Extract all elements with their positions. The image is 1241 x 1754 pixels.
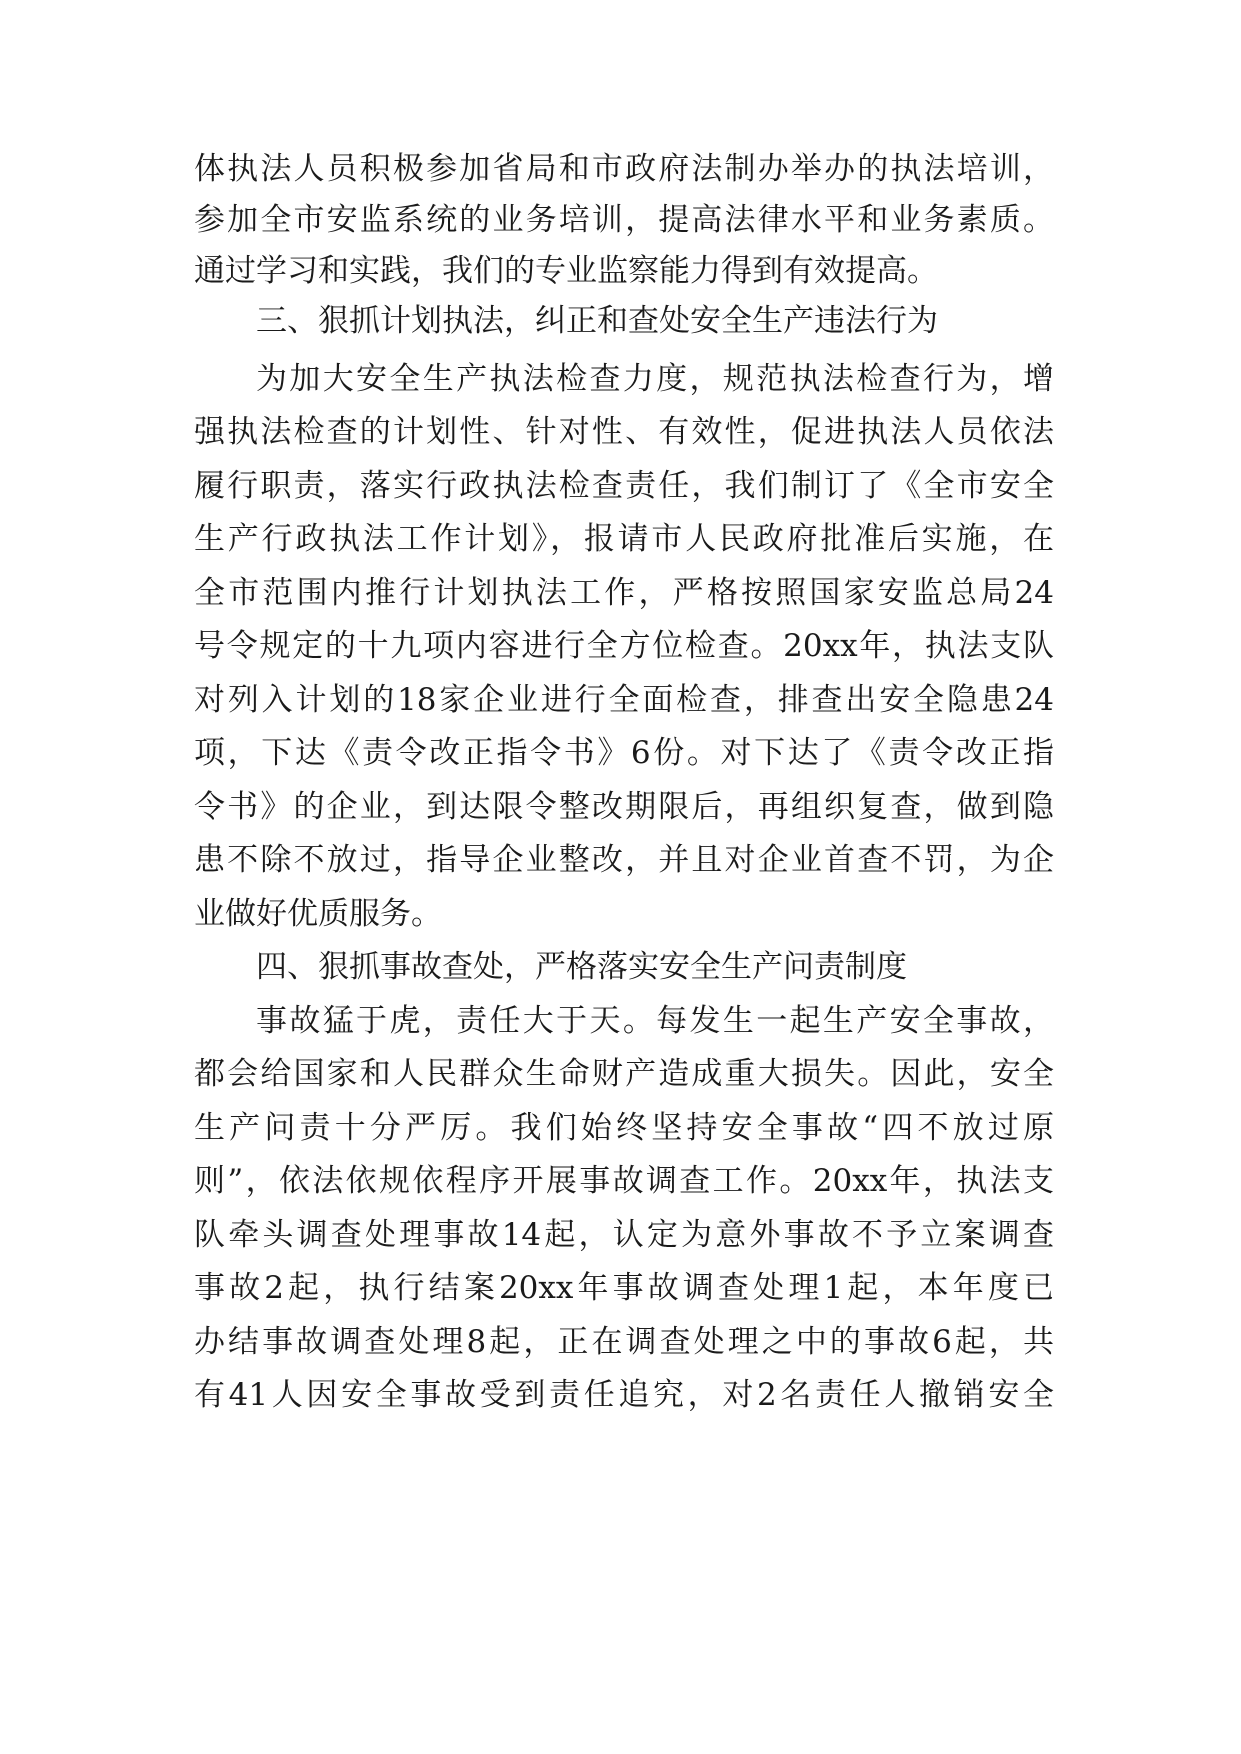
- body-text-line: 参加全市安监系统的业务培训，提高法律水平和业务素质。: [194, 202, 1054, 238]
- body-text-line: 患不除不放过，指导企业整改，并且对企业首查不罚，为企: [194, 842, 1054, 878]
- section-heading-4: 四、狠抓事故查处，严格落实安全生产问责制度: [256, 949, 907, 985]
- body-text-line: 履行职责，落实行政执法检查责任，我们制订了《全市安全: [194, 468, 1054, 504]
- body-text-line: 生产问责十分严厉。我们始终坚持安全事故“四不放过原: [194, 1110, 1054, 1146]
- body-text-line: 则”，依法依规依程序开展事故调查工作。20xx年，执法支: [194, 1163, 1054, 1199]
- body-text-line: 事故2起，执行结案20xx年事故调查处理1起，本年度已: [194, 1270, 1054, 1306]
- body-text-line: 通过学习和实践，我们的专业监察能力得到有效提高。: [194, 253, 938, 289]
- body-text-line: 生产行政执法工作计划》，报请市人民政府批准后实施，在: [194, 521, 1054, 557]
- body-text-line: 都会给国家和人民群众生命财产造成重大损失。因此，安全: [194, 1056, 1054, 1092]
- body-text-line: 队牵头调查处理事故14起，认定为意外事故不予立案调查: [194, 1217, 1054, 1253]
- paragraph-first-line: 事故猛于虎，责任大于天。每发生一起生产安全事故，: [256, 1003, 1054, 1039]
- body-text-line: 全市范围内推行计划执法工作，严格按照国家安监总局24: [194, 575, 1054, 611]
- body-text-line: 体执法人员积极参加省局和市政府法制办举办的执法培训，: [194, 151, 1054, 187]
- body-text-line: 强执法检查的计划性、针对性、有效性，促进执法人员依法: [194, 414, 1054, 450]
- body-text-line: 号令规定的十九项内容进行全方位检查。20xx年，执法支队: [194, 628, 1054, 664]
- body-text-line: 对列入计划的18家企业进行全面检查，排查出安全隐患24: [194, 682, 1054, 718]
- body-text-line: 办结事故调查处理8起，正在调查处理之中的事故6起，共: [194, 1324, 1054, 1360]
- section-heading-3: 三、狠抓计划执法，纠正和查处安全生产违法行为: [256, 303, 938, 339]
- paragraph-first-line: 为加大安全生产执法检查力度，规范执法检查行为，增: [256, 361, 1054, 397]
- body-text-line: 有41人因安全事故受到责任追究，对2名责任人撤销安全: [194, 1377, 1054, 1413]
- body-text-line: 项，下达《责令改正指令书》6份。对下达了《责令改正指: [194, 735, 1054, 771]
- body-text-line: 业做好优质服务。: [194, 896, 442, 932]
- body-text-line: 令书》的企业，到达限令整改期限后，再组织复查，做到隐: [194, 789, 1054, 825]
